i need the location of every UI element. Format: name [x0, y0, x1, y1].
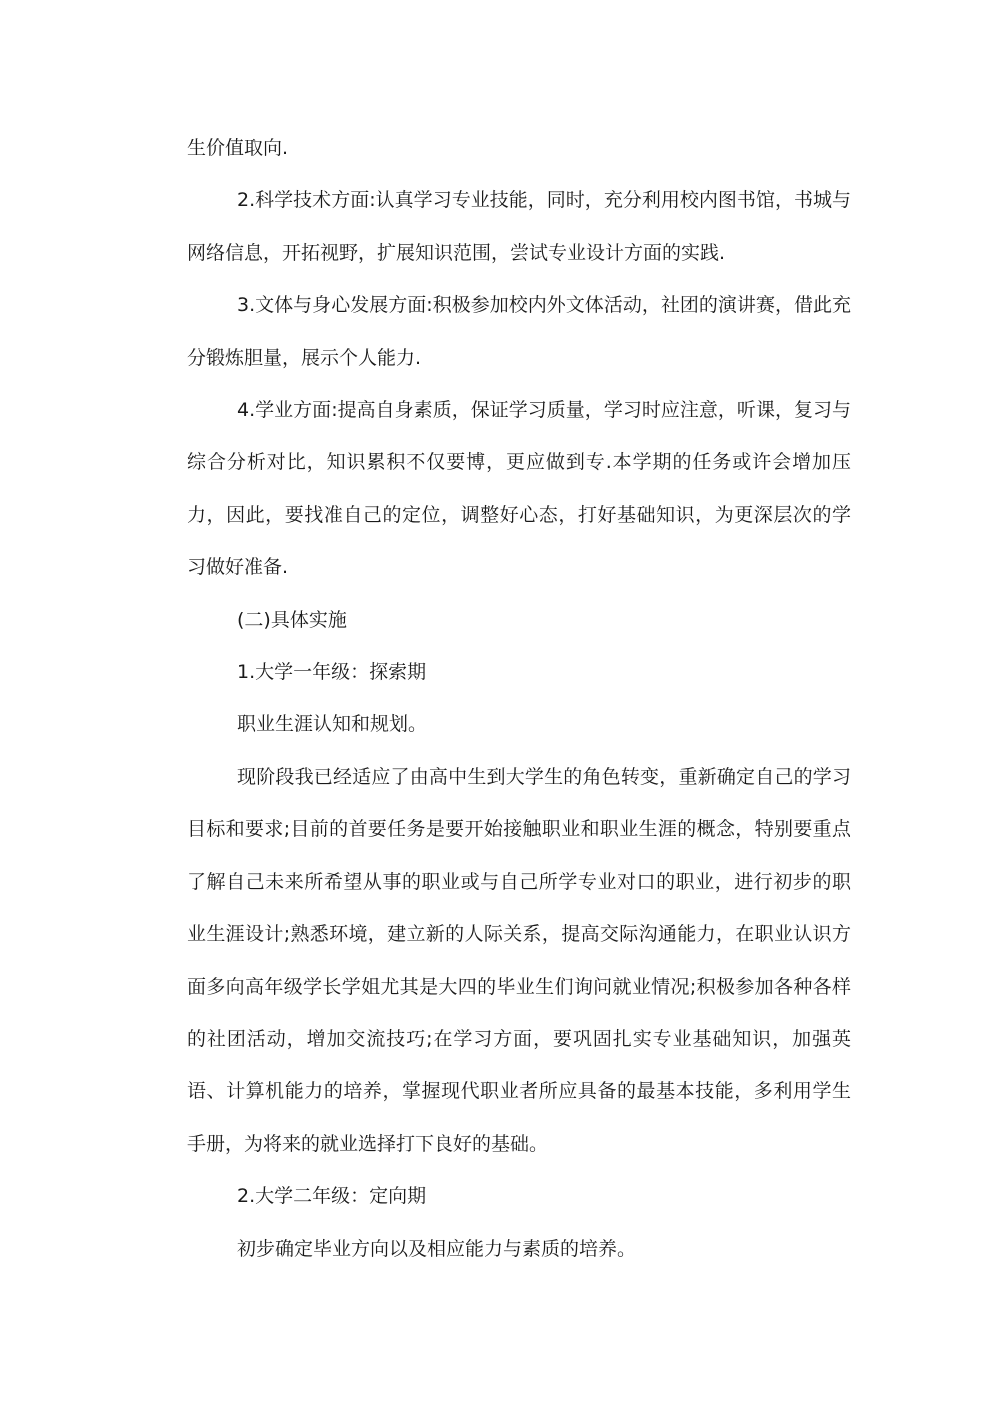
paragraph-value-orientation: 生价值取向.	[187, 137, 289, 159]
section-heading-implementation: (二)具体实施	[237, 608, 347, 631]
paragraph-first-year-plan: 现阶段我已经适应了由高中生到大学生的角色转变，重新确定自己的学习目标和要求;目前的首要任务是要开始接触职业和职业生涯的概念，特别要重点了解自己未来所希望从事的职业或与自己所学专业对口的职业，进行初步的职业生涯设计;熟悉环境，建立新的人际关系，提高交际沟通能力，在职业认识方面多向高年级学长学姐尤其是大四的毕业生们询问就业情况;积极参加各种各样的社团活动，增加交流技巧;在学习方面，要巩固扎实专业基础知识，加强英语、计算机能力的培养，掌握现代职业者所应具备的最基本技能，多利用学生手册，为将来的就业选择打下良好的基础。	[187, 765, 851, 1155]
subheading-first-year: 1.大学一年级：探索期	[237, 661, 427, 684]
paragraph-academics: 4.学业方面:提高自身素质，保证学习质量，学习时应注意，听课，复习与综合分析对比，知识累积不仅要博，更应做到专.本学期的任务或许会增加压力，因此，要找准自己的定位，调整好心态，打好基础知识，为更深层次的学习做好准备.	[187, 399, 851, 579]
subheading-second-year: 2.大学二年级：定向期	[237, 1185, 427, 1208]
document-page	[187, 122, 851, 1275]
paragraph-science-technology: 2.科学技术方面:认真学习专业技能，同时，充分利用校内图书馆，书城与网络信息，开拓视野，扩展知识范围，尝试专业设计方面的实践.	[187, 189, 851, 264]
paragraph-graduation-direction: 初步确定毕业方向以及相应能力与素质的培养。	[237, 1237, 637, 1260]
paragraph-sports-wellbeing: 3.文体与身心发展方面:积极参加校内外文体活动，社团的演讲赛，借此充分锻炼胆量，展示个人能力.	[187, 294, 851, 369]
paragraph-career-cognition: 职业生涯认知和规划。	[237, 713, 428, 736]
